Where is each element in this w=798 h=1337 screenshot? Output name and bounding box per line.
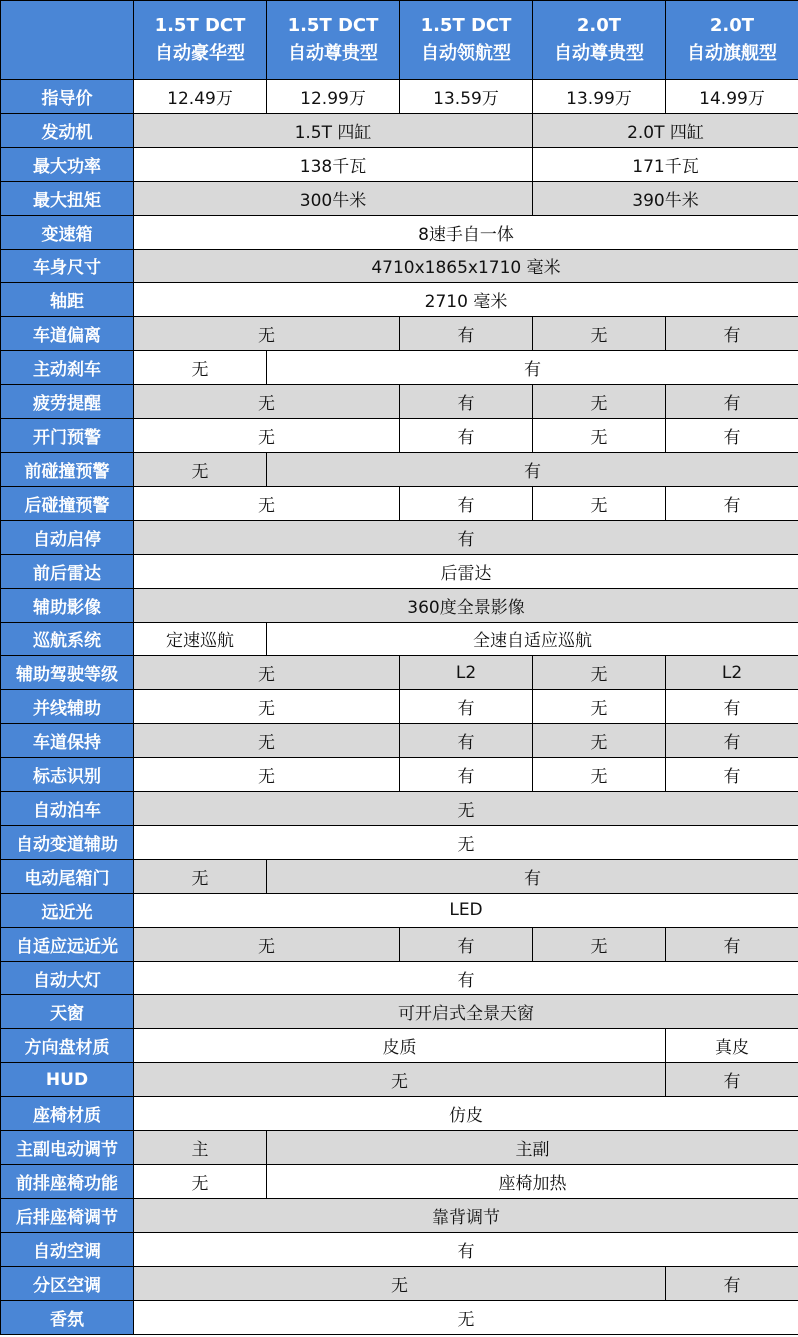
table-cell: 无 xyxy=(533,419,666,453)
table-cell: 全速自适应巡航 xyxy=(267,622,798,656)
row-label: 分区空调 xyxy=(1,1266,134,1300)
row-label: 变速箱 xyxy=(1,215,134,249)
table-cell: 1.5T 四缸 xyxy=(134,113,533,147)
table-cell: 无 xyxy=(134,656,400,690)
table-cell: 有 xyxy=(666,724,798,758)
table-row xyxy=(1,893,798,927)
table-cell: 有 xyxy=(400,486,533,520)
row-label: 自动启停 xyxy=(1,520,134,554)
column-header-engine: 2.0T xyxy=(709,15,755,36)
row-label: 前碰撞预警 xyxy=(1,452,134,486)
column-header-4 xyxy=(533,1,666,80)
table-cell: L2 xyxy=(666,656,798,690)
table-cell: 300牛米 xyxy=(134,181,533,215)
table-row xyxy=(1,622,798,656)
table-cell: 有 xyxy=(134,961,798,995)
table-cell: 无 xyxy=(134,1165,267,1199)
table-cell: LED xyxy=(134,893,798,927)
table-row xyxy=(1,520,798,554)
table-cell: 2710 毫米 xyxy=(134,283,798,317)
table-cell: 138千瓦 xyxy=(134,147,533,181)
table-row xyxy=(1,113,798,147)
table-cell: 主副 xyxy=(267,1131,798,1165)
table-cell: 无 xyxy=(533,656,666,690)
row-label: 标志识别 xyxy=(1,758,134,792)
table-row xyxy=(1,452,798,486)
table-cell: 主 xyxy=(134,1131,267,1165)
column-header-1 xyxy=(134,1,267,80)
table-row xyxy=(1,859,798,893)
table-cell: 有 xyxy=(267,452,798,486)
table-row xyxy=(1,351,798,385)
table-row xyxy=(1,1097,798,1131)
row-label: 自动变道辅助 xyxy=(1,825,134,859)
table-cell: 定速巡航 xyxy=(134,622,267,656)
table-cell: 171千瓦 xyxy=(533,147,798,181)
table-row xyxy=(1,1165,798,1199)
table-cell: 390牛米 xyxy=(533,181,798,215)
table-cell: 无 xyxy=(533,317,666,351)
table-row xyxy=(1,690,798,724)
row-label: 后碰撞预警 xyxy=(1,486,134,520)
table-cell: 有 xyxy=(267,351,798,385)
row-label: 前后雷达 xyxy=(1,554,134,588)
table-cell: 有 xyxy=(400,927,533,961)
table-cell: 有 xyxy=(400,724,533,758)
row-label: 发动机 xyxy=(1,113,134,147)
table-cell: 无 xyxy=(134,1063,666,1097)
column-header-trim: 自动豪华型 xyxy=(155,43,245,64)
table-cell: 真皮 xyxy=(666,1029,798,1063)
table-cell: 可开启式全景天窗 xyxy=(134,995,798,1029)
table-cell: 12.99万 xyxy=(267,80,400,114)
table-cell: 有 xyxy=(400,317,533,351)
row-label: 主副电动调节 xyxy=(1,1131,134,1165)
table-row xyxy=(1,80,798,114)
header-row xyxy=(1,1,798,80)
table-cell: 无 xyxy=(134,486,400,520)
row-label: 后排座椅调节 xyxy=(1,1198,134,1232)
table-row xyxy=(1,995,798,1029)
row-label: 座椅材质 xyxy=(1,1097,134,1131)
column-header-5 xyxy=(666,1,798,80)
table-cell: 2.0T 四缸 xyxy=(533,113,798,147)
table-cell: 有 xyxy=(666,486,798,520)
row-label: 轴距 xyxy=(1,283,134,317)
table-row xyxy=(1,1063,798,1097)
table-cell: 仿皮 xyxy=(134,1097,798,1131)
row-label: 方向盘材质 xyxy=(1,1029,134,1063)
table-row xyxy=(1,181,798,215)
row-label: 自适应远近光 xyxy=(1,927,134,961)
table-row xyxy=(1,554,798,588)
table-row xyxy=(1,1131,798,1165)
row-label: 巡航系统 xyxy=(1,622,134,656)
table-row xyxy=(1,1029,798,1063)
table-cell: 有 xyxy=(400,419,533,453)
table-cell: 有 xyxy=(134,520,798,554)
table-row xyxy=(1,249,798,283)
table-cell: 无 xyxy=(134,419,400,453)
row-label: 前排座椅功能 xyxy=(1,1165,134,1199)
table-cell: 有 xyxy=(666,690,798,724)
table-cell: L2 xyxy=(400,656,533,690)
row-label: 最大扭矩 xyxy=(1,181,134,215)
table-cell: 无 xyxy=(134,825,798,859)
column-header-engine: 1.5T DCT xyxy=(154,15,246,36)
row-label: 自动大灯 xyxy=(1,961,134,995)
row-label: 自动空调 xyxy=(1,1232,134,1266)
table-row xyxy=(1,656,798,690)
table-cell: 有 xyxy=(666,385,798,419)
column-header-engine: 1.5T DCT xyxy=(287,15,379,36)
table-row xyxy=(1,758,798,792)
row-label: 车道保持 xyxy=(1,724,134,758)
table-cell: 无 xyxy=(134,724,400,758)
table-row xyxy=(1,961,798,995)
table-cell: 无 xyxy=(134,792,798,826)
table-cell: 360度全景影像 xyxy=(134,588,798,622)
table-row xyxy=(1,927,798,961)
table-cell: 14.99万 xyxy=(666,80,798,114)
table-cell: 13.99万 xyxy=(533,80,666,114)
row-label: 辅助驾驶等级 xyxy=(1,656,134,690)
row-label: 远近光 xyxy=(1,893,134,927)
table-cell: 无 xyxy=(134,927,400,961)
table-row xyxy=(1,385,798,419)
table-row xyxy=(1,283,798,317)
table-row xyxy=(1,724,798,758)
row-label: 最大功率 xyxy=(1,147,134,181)
table-cell: 有 xyxy=(666,317,798,351)
row-label: 自动泊车 xyxy=(1,792,134,826)
table-cell: 有 xyxy=(666,419,798,453)
row-label: HUD xyxy=(1,1063,134,1097)
table-row xyxy=(1,215,798,249)
spec-table-body xyxy=(1,80,798,1335)
table-row xyxy=(1,1198,798,1232)
row-label: 香氛 xyxy=(1,1300,134,1334)
table-cell: 无 xyxy=(134,1300,798,1334)
table-cell: 无 xyxy=(134,1266,666,1300)
table-cell: 无 xyxy=(134,758,400,792)
table-cell: 无 xyxy=(533,690,666,724)
table-cell: 8速手自一体 xyxy=(134,215,798,249)
table-row xyxy=(1,825,798,859)
table-cell: 12.49万 xyxy=(134,80,267,114)
header-corner-cell xyxy=(1,1,134,80)
table-row xyxy=(1,419,798,453)
row-label: 指导价 xyxy=(1,80,134,114)
row-label: 车身尺寸 xyxy=(1,249,134,283)
table-cell: 无 xyxy=(134,859,267,893)
table-cell: 有 xyxy=(666,927,798,961)
table-row xyxy=(1,317,798,351)
row-label: 辅助影像 xyxy=(1,588,134,622)
table-row xyxy=(1,147,798,181)
table-row xyxy=(1,792,798,826)
table-cell: 无 xyxy=(134,351,267,385)
table-row xyxy=(1,1266,798,1300)
column-header-trim: 自动旗舰型 xyxy=(687,43,777,64)
table-cell: 无 xyxy=(533,486,666,520)
table-cell: 无 xyxy=(134,317,400,351)
table-cell: 有 xyxy=(400,758,533,792)
table-cell: 后雷达 xyxy=(134,554,798,588)
table-cell: 有 xyxy=(134,1232,798,1266)
table-row xyxy=(1,486,798,520)
column-header-2 xyxy=(267,1,400,80)
column-header-engine: 1.5T DCT xyxy=(420,15,512,36)
table-cell: 有 xyxy=(666,1266,798,1300)
column-header-trim: 自动尊贵型 xyxy=(554,43,644,64)
row-label: 疲劳提醒 xyxy=(1,385,134,419)
table-cell: 有 xyxy=(666,1063,798,1097)
table-cell: 靠背调节 xyxy=(134,1198,798,1232)
table-cell: 皮质 xyxy=(134,1029,666,1063)
table-cell: 有 xyxy=(666,758,798,792)
table-cell: 无 xyxy=(134,690,400,724)
row-label: 天窗 xyxy=(1,995,134,1029)
table-cell: 有 xyxy=(267,859,798,893)
table-cell: 无 xyxy=(533,385,666,419)
table-cell: 无 xyxy=(134,385,400,419)
table-cell: 4710x1865x1710 毫米 xyxy=(134,249,798,283)
table-cell: 无 xyxy=(533,724,666,758)
table-row xyxy=(1,1232,798,1266)
column-header-trim: 自动尊贵型 xyxy=(288,43,378,64)
table-row xyxy=(1,1300,798,1334)
table-cell: 无 xyxy=(533,758,666,792)
row-label: 并线辅助 xyxy=(1,690,134,724)
table-cell: 有 xyxy=(400,385,533,419)
column-header-trim: 自动领航型 xyxy=(421,43,511,64)
table-cell: 座椅加热 xyxy=(267,1165,798,1199)
table-cell: 无 xyxy=(134,452,267,486)
table-cell: 无 xyxy=(533,927,666,961)
column-header-engine: 2.0T xyxy=(576,15,622,36)
table-cell: 有 xyxy=(400,690,533,724)
table-cell: 13.59万 xyxy=(400,80,533,114)
table-row xyxy=(1,588,798,622)
row-label: 电动尾箱门 xyxy=(1,859,134,893)
row-label: 车道偏离 xyxy=(1,317,134,351)
row-label: 主动刹车 xyxy=(1,351,134,385)
column-header-3 xyxy=(400,1,533,80)
row-label: 开门预警 xyxy=(1,419,134,453)
